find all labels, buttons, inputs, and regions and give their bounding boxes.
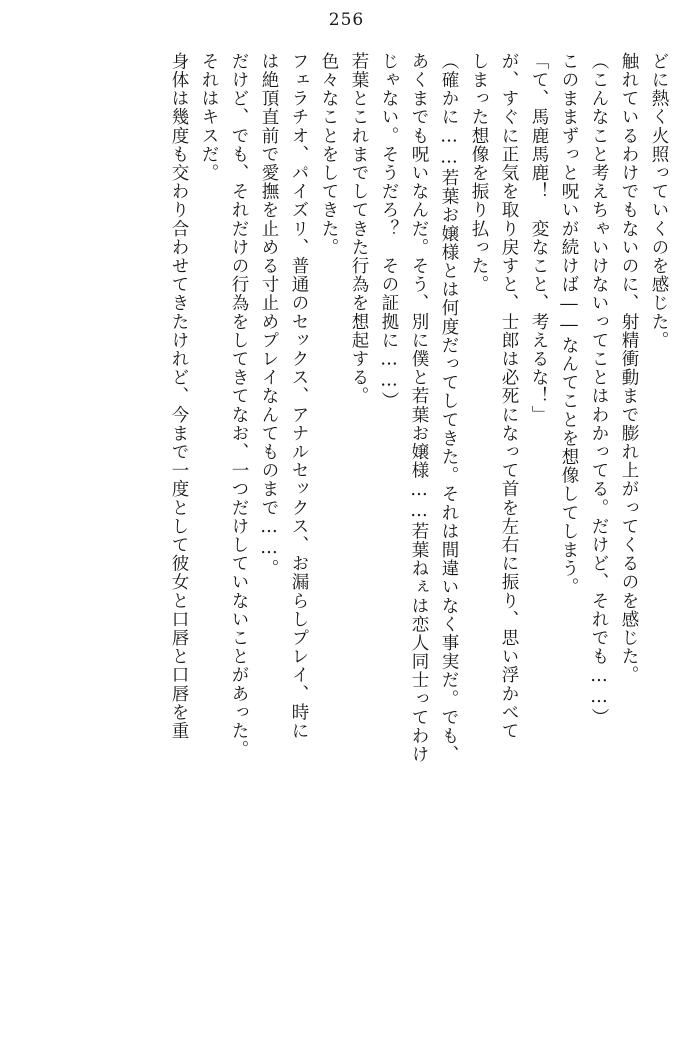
text-column: あくまでも呪いなんだ。そう、別に僕と若葉お嬢様……若葉ねぇは恋人同士ってわけ	[409, 52, 429, 764]
text-column: フェラチオ、パイズリ、普通のセックス、アナルセックス、お漏らしプレイ、時に	[289, 52, 309, 741]
text-column: が、すぐに正気を取り戻すと、士郎は必死になって首を左右に振り、思い浮かべて	[499, 52, 519, 741]
text-column: じゃない。そうだろ？ その証拠に……）	[379, 52, 399, 411]
page-number: 256	[328, 10, 365, 30]
text-column: それはキスだ。	[199, 52, 219, 183]
text-column: 「て、馬鹿馬鹿！ 変なこと、考えるな！」	[529, 52, 549, 424]
text-column: しまった想像を振り払った。	[469, 52, 489, 294]
text-column: 若葉とこれまでしてきた行為を想起する。	[349, 52, 369, 406]
vertical-text-body	[26, 52, 667, 1012]
text-column: 色々なことをしてきた。	[319, 52, 339, 257]
text-column: は絶頂直前で愛撫を止める寸止めプレイなんてものまで……。	[259, 52, 279, 578]
text-column: だけど、でも、それだけの行為をしてきてなお、一つだけしていないことがあった。	[229, 52, 249, 759]
text-column: （確かに……若葉お嬢様とは何度だってしてきた。それは間違いなく事実だ。でも、	[439, 52, 459, 764]
text-column: 触れているわけでもないのに、射精衝動まで膨れ上がってくるのを感じた。	[619, 52, 639, 685]
text-column: どに熱く火照っていくのを感じた。	[649, 52, 669, 350]
text-column: 身体は幾度も交わり合わせてきたけれど、今まで一度として彼女と口唇と口唇を重	[169, 52, 189, 741]
text-column: （こんなこと考えちゃいけないってことはわかってる。だけど、それでも……）	[589, 52, 609, 727]
text-column: このままずっと呪いが続けば――なんてことを想像してしまう。	[559, 52, 579, 597]
